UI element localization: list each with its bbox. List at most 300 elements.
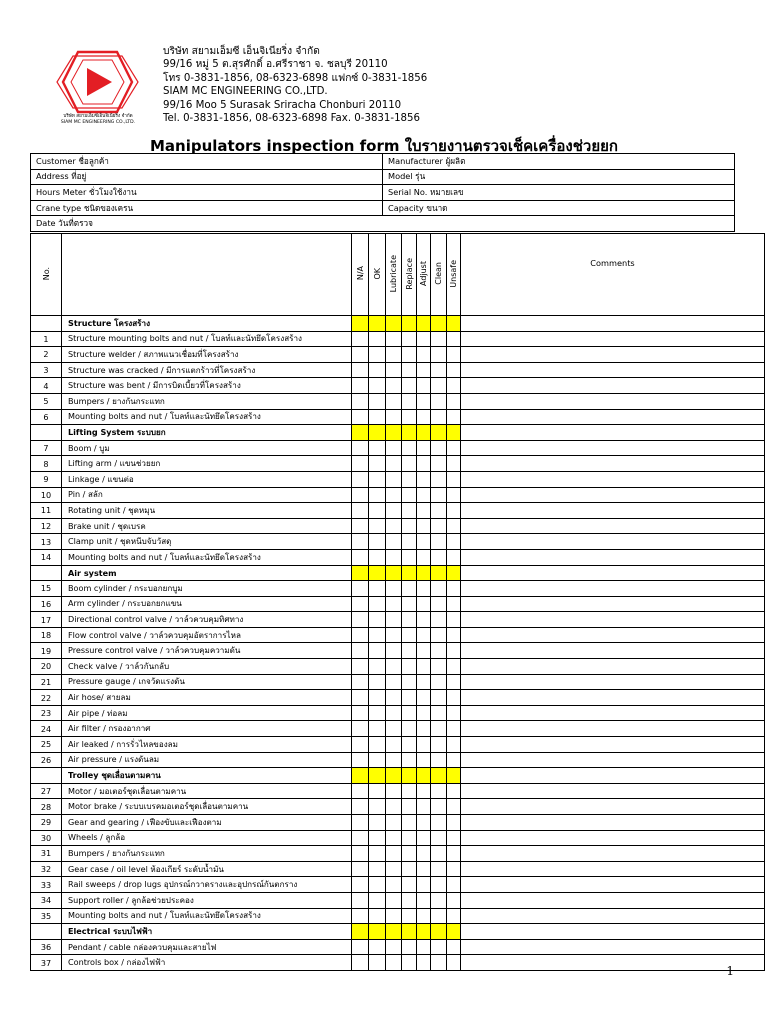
check-na-cell[interactable] (352, 518, 369, 534)
check-lubricate-cell[interactable] (386, 612, 402, 628)
check-na-cell[interactable] (352, 737, 369, 753)
check-replace-cell[interactable] (402, 409, 417, 425)
check-adjust-cell[interactable] (417, 721, 431, 737)
check-na-cell[interactable] (352, 503, 369, 519)
check-unsafe-cell[interactable] (447, 752, 461, 768)
check-unsafe-cell[interactable] (447, 830, 461, 846)
check-replace-cell[interactable] (402, 674, 417, 690)
check-ok-cell[interactable] (369, 861, 386, 877)
check-na-cell[interactable] (352, 877, 369, 893)
check-na-cell[interactable] (352, 534, 369, 550)
check-clean-cell[interactable] (431, 596, 447, 612)
check-ok-cell[interactable] (369, 596, 386, 612)
check-unsafe-cell[interactable] (447, 487, 461, 503)
manufacturer-field[interactable]: Manufacturer ผู้ผลิต (383, 154, 735, 170)
check-na-cell[interactable] (352, 643, 369, 659)
check-adjust-cell[interactable] (417, 861, 431, 877)
check-adjust-cell[interactable] (417, 815, 431, 831)
check-ok-cell[interactable] (369, 892, 386, 908)
check-replace-cell[interactable] (402, 471, 417, 487)
comments-cell[interactable] (461, 534, 765, 550)
check-lubricate-cell[interactable] (386, 643, 402, 659)
check-na-cell[interactable] (352, 846, 369, 862)
check-lubricate-cell[interactable] (386, 955, 402, 971)
check-lubricate-cell[interactable] (386, 674, 402, 690)
check-adjust-cell[interactable] (417, 534, 431, 550)
check-na-cell[interactable] (352, 581, 369, 597)
check-adjust-cell[interactable] (417, 409, 431, 425)
check-clean-cell[interactable] (431, 331, 447, 347)
check-lubricate-cell[interactable] (386, 409, 402, 425)
check-lubricate-cell[interactable] (386, 518, 402, 534)
check-ok-cell[interactable] (369, 393, 386, 409)
check-adjust-cell[interactable] (417, 581, 431, 597)
check-replace-cell[interactable] (402, 815, 417, 831)
check-adjust-cell[interactable] (417, 440, 431, 456)
check-ok-cell[interactable] (369, 362, 386, 378)
check-unsafe-cell[interactable] (447, 815, 461, 831)
check-lubricate-cell[interactable] (386, 596, 402, 612)
check-unsafe-cell[interactable] (447, 955, 461, 971)
check-adjust-cell[interactable] (417, 674, 431, 690)
check-adjust-cell[interactable] (417, 908, 431, 924)
check-na-cell[interactable] (352, 627, 369, 643)
check-lubricate-cell[interactable] (386, 892, 402, 908)
comments-cell[interactable] (461, 362, 765, 378)
check-adjust-cell[interactable] (417, 752, 431, 768)
check-unsafe-cell[interactable] (447, 721, 461, 737)
comments-cell[interactable] (461, 440, 765, 456)
check-ok-cell[interactable] (369, 471, 386, 487)
check-unsafe-cell[interactable] (447, 690, 461, 706)
check-clean-cell[interactable] (431, 892, 447, 908)
check-ok-cell[interactable] (369, 347, 386, 363)
check-unsafe-cell[interactable] (447, 549, 461, 565)
check-ok-cell[interactable] (369, 908, 386, 924)
check-unsafe-cell[interactable] (447, 612, 461, 628)
check-adjust-cell[interactable] (417, 612, 431, 628)
check-replace-cell[interactable] (402, 378, 417, 394)
check-lubricate-cell[interactable] (386, 362, 402, 378)
check-unsafe-cell[interactable] (447, 409, 461, 425)
comments-cell[interactable] (461, 892, 765, 908)
check-na-cell[interactable] (352, 487, 369, 503)
check-replace-cell[interactable] (402, 456, 417, 472)
check-replace-cell[interactable] (402, 534, 417, 550)
comments-cell[interactable] (461, 627, 765, 643)
check-adjust-cell[interactable] (417, 393, 431, 409)
check-unsafe-cell[interactable] (447, 440, 461, 456)
check-unsafe-cell[interactable] (447, 362, 461, 378)
check-unsafe-cell[interactable] (447, 705, 461, 721)
check-clean-cell[interactable] (431, 877, 447, 893)
check-adjust-cell[interactable] (417, 690, 431, 706)
check-adjust-cell[interactable] (417, 549, 431, 565)
comments-cell[interactable] (461, 674, 765, 690)
check-unsafe-cell[interactable] (447, 518, 461, 534)
check-lubricate-cell[interactable] (386, 815, 402, 831)
check-lubricate-cell[interactable] (386, 471, 402, 487)
check-adjust-cell[interactable] (417, 877, 431, 893)
check-lubricate-cell[interactable] (386, 799, 402, 815)
check-clean-cell[interactable] (431, 783, 447, 799)
comments-cell[interactable] (461, 393, 765, 409)
check-ok-cell[interactable] (369, 409, 386, 425)
check-clean-cell[interactable] (431, 347, 447, 363)
check-adjust-cell[interactable] (417, 518, 431, 534)
check-clean-cell[interactable] (431, 908, 447, 924)
comments-cell[interactable] (461, 378, 765, 394)
check-clean-cell[interactable] (431, 721, 447, 737)
model-field[interactable]: Model รุ่น (383, 169, 735, 185)
comments-cell[interactable] (461, 518, 765, 534)
comments-cell[interactable] (461, 643, 765, 659)
comments-cell[interactable] (461, 830, 765, 846)
check-lubricate-cell[interactable] (386, 440, 402, 456)
check-adjust-cell[interactable] (417, 503, 431, 519)
comments-cell[interactable] (461, 690, 765, 706)
check-replace-cell[interactable] (402, 799, 417, 815)
address-field[interactable]: Address ที่อยู่ (31, 169, 383, 185)
check-na-cell[interactable] (352, 799, 369, 815)
check-adjust-cell[interactable] (417, 362, 431, 378)
check-ok-cell[interactable] (369, 534, 386, 550)
check-lubricate-cell[interactable] (386, 503, 402, 519)
comments-cell[interactable] (461, 471, 765, 487)
check-ok-cell[interactable] (369, 877, 386, 893)
check-na-cell[interactable] (352, 908, 369, 924)
check-ok-cell[interactable] (369, 487, 386, 503)
check-na-cell[interactable] (352, 659, 369, 675)
check-ok-cell[interactable] (369, 643, 386, 659)
check-adjust-cell[interactable] (417, 347, 431, 363)
comments-cell[interactable] (461, 705, 765, 721)
customer-field[interactable]: Customer ชื่อลูกค้า (31, 154, 383, 170)
check-replace-cell[interactable] (402, 549, 417, 565)
check-clean-cell[interactable] (431, 643, 447, 659)
check-unsafe-cell[interactable] (447, 846, 461, 862)
check-unsafe-cell[interactable] (447, 596, 461, 612)
check-na-cell[interactable] (352, 861, 369, 877)
check-clean-cell[interactable] (431, 534, 447, 550)
check-unsafe-cell[interactable] (447, 331, 461, 347)
check-replace-cell[interactable] (402, 362, 417, 378)
comments-cell[interactable] (461, 877, 765, 893)
check-lubricate-cell[interactable] (386, 378, 402, 394)
comments-cell[interactable] (461, 456, 765, 472)
check-lubricate-cell[interactable] (386, 347, 402, 363)
date-field[interactable]: Date วันที่ตรวจ (31, 216, 735, 232)
check-adjust-cell[interactable] (417, 705, 431, 721)
check-clean-cell[interactable] (431, 799, 447, 815)
check-na-cell[interactable] (352, 362, 369, 378)
check-clean-cell[interactable] (431, 846, 447, 862)
check-na-cell[interactable] (352, 752, 369, 768)
check-lubricate-cell[interactable] (386, 830, 402, 846)
check-na-cell[interactable] (352, 331, 369, 347)
hours-meter-field[interactable]: Hours Meter ชั่วโมงใช้งาน (31, 185, 383, 201)
check-adjust-cell[interactable] (417, 487, 431, 503)
check-lubricate-cell[interactable] (386, 846, 402, 862)
check-na-cell[interactable] (352, 955, 369, 971)
check-clean-cell[interactable] (431, 939, 447, 955)
check-na-cell[interactable] (352, 549, 369, 565)
check-ok-cell[interactable] (369, 815, 386, 831)
check-adjust-cell[interactable] (417, 456, 431, 472)
check-clean-cell[interactable] (431, 815, 447, 831)
check-replace-cell[interactable] (402, 596, 417, 612)
check-adjust-cell[interactable] (417, 892, 431, 908)
check-na-cell[interactable] (352, 347, 369, 363)
check-adjust-cell[interactable] (417, 627, 431, 643)
check-ok-cell[interactable] (369, 331, 386, 347)
check-lubricate-cell[interactable] (386, 487, 402, 503)
check-unsafe-cell[interactable] (447, 877, 461, 893)
check-replace-cell[interactable] (402, 783, 417, 799)
check-ok-cell[interactable] (369, 627, 386, 643)
check-lubricate-cell[interactable] (386, 752, 402, 768)
check-lubricate-cell[interactable] (386, 908, 402, 924)
check-na-cell[interactable] (352, 596, 369, 612)
check-clean-cell[interactable] (431, 737, 447, 753)
check-replace-cell[interactable] (402, 846, 417, 862)
comments-cell[interactable] (461, 721, 765, 737)
check-unsafe-cell[interactable] (447, 861, 461, 877)
check-ok-cell[interactable] (369, 612, 386, 628)
check-clean-cell[interactable] (431, 362, 447, 378)
check-na-cell[interactable] (352, 721, 369, 737)
check-replace-cell[interactable] (402, 612, 417, 628)
crane-type-field[interactable]: Crane type ชนิดของเครน (31, 200, 383, 216)
check-unsafe-cell[interactable] (447, 892, 461, 908)
check-unsafe-cell[interactable] (447, 783, 461, 799)
check-ok-cell[interactable] (369, 830, 386, 846)
check-na-cell[interactable] (352, 440, 369, 456)
check-unsafe-cell[interactable] (447, 939, 461, 955)
check-lubricate-cell[interactable] (386, 581, 402, 597)
check-unsafe-cell[interactable] (447, 581, 461, 597)
comments-cell[interactable] (461, 955, 765, 971)
check-na-cell[interactable] (352, 471, 369, 487)
check-lubricate-cell[interactable] (386, 939, 402, 955)
check-clean-cell[interactable] (431, 393, 447, 409)
check-clean-cell[interactable] (431, 378, 447, 394)
check-clean-cell[interactable] (431, 690, 447, 706)
check-ok-cell[interactable] (369, 737, 386, 753)
check-ok-cell[interactable] (369, 690, 386, 706)
check-replace-cell[interactable] (402, 627, 417, 643)
check-clean-cell[interactable] (431, 549, 447, 565)
check-clean-cell[interactable] (431, 627, 447, 643)
check-clean-cell[interactable] (431, 830, 447, 846)
check-ok-cell[interactable] (369, 456, 386, 472)
check-na-cell[interactable] (352, 783, 369, 799)
comments-cell[interactable] (461, 549, 765, 565)
check-na-cell[interactable] (352, 939, 369, 955)
check-unsafe-cell[interactable] (447, 456, 461, 472)
check-adjust-cell[interactable] (417, 737, 431, 753)
comments-cell[interactable] (461, 737, 765, 753)
check-ok-cell[interactable] (369, 799, 386, 815)
check-replace-cell[interactable] (402, 518, 417, 534)
check-clean-cell[interactable] (431, 659, 447, 675)
check-lubricate-cell[interactable] (386, 534, 402, 550)
comments-cell[interactable] (461, 503, 765, 519)
check-lubricate-cell[interactable] (386, 393, 402, 409)
check-adjust-cell[interactable] (417, 643, 431, 659)
check-clean-cell[interactable] (431, 705, 447, 721)
check-na-cell[interactable] (352, 815, 369, 831)
comments-cell[interactable] (461, 409, 765, 425)
check-adjust-cell[interactable] (417, 659, 431, 675)
check-replace-cell[interactable] (402, 690, 417, 706)
check-replace-cell[interactable] (402, 721, 417, 737)
check-adjust-cell[interactable] (417, 830, 431, 846)
check-lubricate-cell[interactable] (386, 627, 402, 643)
check-lubricate-cell[interactable] (386, 783, 402, 799)
check-replace-cell[interactable] (402, 487, 417, 503)
capacity-field[interactable]: Capacity ขนาด (383, 200, 735, 216)
check-ok-cell[interactable] (369, 503, 386, 519)
check-unsafe-cell[interactable] (447, 534, 461, 550)
check-na-cell[interactable] (352, 456, 369, 472)
check-lubricate-cell[interactable] (386, 705, 402, 721)
check-replace-cell[interactable] (402, 830, 417, 846)
check-adjust-cell[interactable] (417, 955, 431, 971)
comments-cell[interactable] (461, 783, 765, 799)
check-unsafe-cell[interactable] (447, 471, 461, 487)
check-ok-cell[interactable] (369, 955, 386, 971)
check-clean-cell[interactable] (431, 471, 447, 487)
check-na-cell[interactable] (352, 705, 369, 721)
check-unsafe-cell[interactable] (447, 737, 461, 753)
comments-cell[interactable] (461, 799, 765, 815)
check-lubricate-cell[interactable] (386, 737, 402, 753)
comments-cell[interactable] (461, 846, 765, 862)
check-lubricate-cell[interactable] (386, 721, 402, 737)
check-replace-cell[interactable] (402, 581, 417, 597)
check-ok-cell[interactable] (369, 674, 386, 690)
comments-cell[interactable] (461, 331, 765, 347)
check-clean-cell[interactable] (431, 518, 447, 534)
check-na-cell[interactable] (352, 378, 369, 394)
check-ok-cell[interactable] (369, 549, 386, 565)
serial-field[interactable]: Serial No. หมายเลข (383, 185, 735, 201)
check-clean-cell[interactable] (431, 503, 447, 519)
check-lubricate-cell[interactable] (386, 659, 402, 675)
comments-cell[interactable] (461, 861, 765, 877)
check-unsafe-cell[interactable] (447, 643, 461, 659)
check-na-cell[interactable] (352, 690, 369, 706)
check-ok-cell[interactable] (369, 752, 386, 768)
check-unsafe-cell[interactable] (447, 347, 461, 363)
check-clean-cell[interactable] (431, 581, 447, 597)
comments-cell[interactable] (461, 939, 765, 955)
check-unsafe-cell[interactable] (447, 378, 461, 394)
check-lubricate-cell[interactable] (386, 877, 402, 893)
check-clean-cell[interactable] (431, 456, 447, 472)
check-lubricate-cell[interactable] (386, 456, 402, 472)
check-na-cell[interactable] (352, 892, 369, 908)
check-ok-cell[interactable] (369, 783, 386, 799)
check-replace-cell[interactable] (402, 705, 417, 721)
check-clean-cell[interactable] (431, 487, 447, 503)
comments-cell[interactable] (461, 581, 765, 597)
check-replace-cell[interactable] (402, 440, 417, 456)
check-adjust-cell[interactable] (417, 783, 431, 799)
check-na-cell[interactable] (352, 409, 369, 425)
comments-cell[interactable] (461, 347, 765, 363)
check-unsafe-cell[interactable] (447, 659, 461, 675)
check-adjust-cell[interactable] (417, 331, 431, 347)
check-ok-cell[interactable] (369, 705, 386, 721)
comments-cell[interactable] (461, 612, 765, 628)
check-unsafe-cell[interactable] (447, 503, 461, 519)
check-adjust-cell[interactable] (417, 799, 431, 815)
check-replace-cell[interactable] (402, 861, 417, 877)
check-adjust-cell[interactable] (417, 846, 431, 862)
check-unsafe-cell[interactable] (447, 627, 461, 643)
check-unsafe-cell[interactable] (447, 799, 461, 815)
check-adjust-cell[interactable] (417, 378, 431, 394)
comments-cell[interactable] (461, 908, 765, 924)
check-ok-cell[interactable] (369, 378, 386, 394)
check-ok-cell[interactable] (369, 721, 386, 737)
check-replace-cell[interactable] (402, 659, 417, 675)
check-replace-cell[interactable] (402, 347, 417, 363)
check-unsafe-cell[interactable] (447, 393, 461, 409)
comments-cell[interactable] (461, 752, 765, 768)
check-clean-cell[interactable] (431, 440, 447, 456)
check-lubricate-cell[interactable] (386, 861, 402, 877)
check-replace-cell[interactable] (402, 877, 417, 893)
check-clean-cell[interactable] (431, 861, 447, 877)
check-replace-cell[interactable] (402, 908, 417, 924)
check-na-cell[interactable] (352, 393, 369, 409)
check-na-cell[interactable] (352, 674, 369, 690)
check-ok-cell[interactable] (369, 846, 386, 862)
check-clean-cell[interactable] (431, 674, 447, 690)
check-adjust-cell[interactable] (417, 471, 431, 487)
check-replace-cell[interactable] (402, 503, 417, 519)
check-replace-cell[interactable] (402, 939, 417, 955)
comments-cell[interactable] (461, 815, 765, 831)
check-ok-cell[interactable] (369, 440, 386, 456)
comments-cell[interactable] (461, 596, 765, 612)
check-replace-cell[interactable] (402, 331, 417, 347)
check-adjust-cell[interactable] (417, 939, 431, 955)
comments-cell[interactable] (461, 487, 765, 503)
check-clean-cell[interactable] (431, 612, 447, 628)
check-clean-cell[interactable] (431, 752, 447, 768)
check-clean-cell[interactable] (431, 955, 447, 971)
check-replace-cell[interactable] (402, 955, 417, 971)
check-lubricate-cell[interactable] (386, 549, 402, 565)
check-unsafe-cell[interactable] (447, 908, 461, 924)
check-na-cell[interactable] (352, 830, 369, 846)
check-ok-cell[interactable] (369, 939, 386, 955)
check-na-cell[interactable] (352, 612, 369, 628)
check-ok-cell[interactable] (369, 659, 386, 675)
check-lubricate-cell[interactable] (386, 331, 402, 347)
check-ok-cell[interactable] (369, 581, 386, 597)
check-replace-cell[interactable] (402, 643, 417, 659)
check-replace-cell[interactable] (402, 892, 417, 908)
check-replace-cell[interactable] (402, 393, 417, 409)
check-replace-cell[interactable] (402, 737, 417, 753)
check-lubricate-cell[interactable] (386, 690, 402, 706)
check-clean-cell[interactable] (431, 409, 447, 425)
